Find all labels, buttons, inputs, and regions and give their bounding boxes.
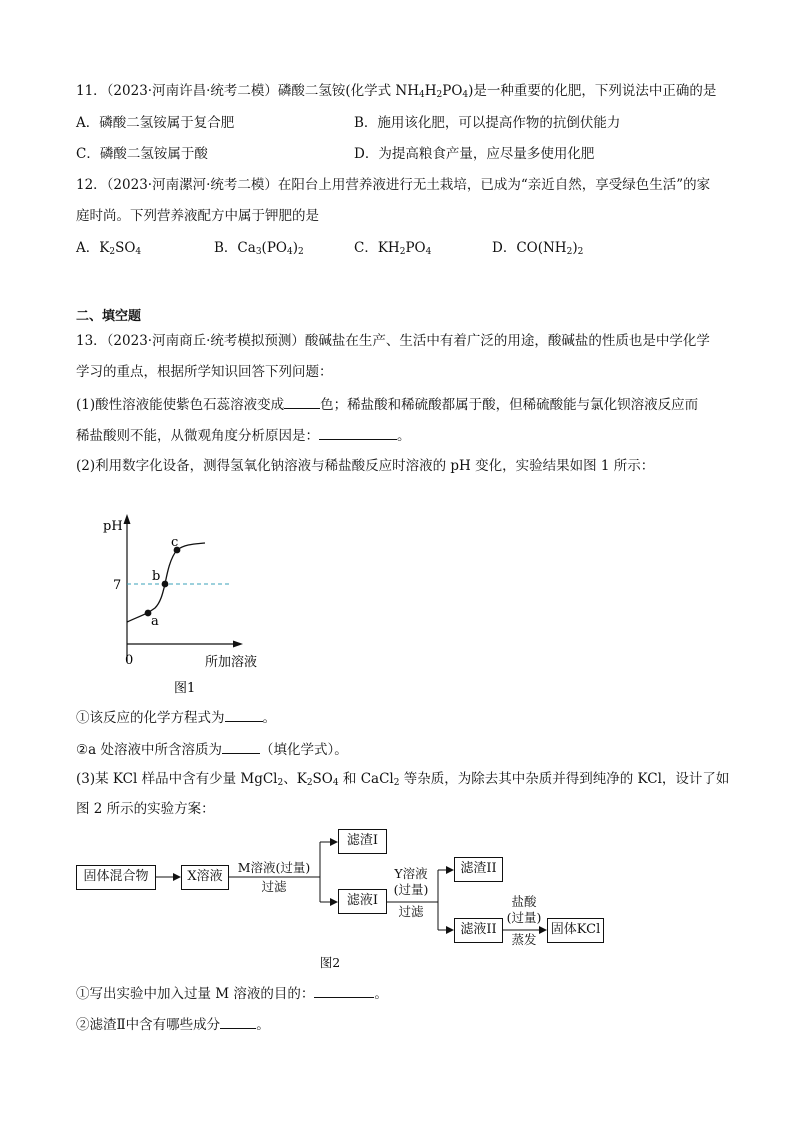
figure1-caption: 图1 — [174, 681, 196, 696]
figure1-label-b: b — [152, 569, 161, 584]
figure2-box-residue2: 滤渣II — [454, 857, 503, 882]
q13-part3-q1: ①写出实验中加入过量 M 溶液的目的： 。 — [76, 983, 388, 1003]
q13-stem-line1: 13．（2023·河南商丘·统考模拟预测）酸碱盐在生产、生活中有着广泛的用途，酸碱盐的性质也是中学化学 — [76, 333, 710, 349]
figure2-label-m-solution: M溶液(过量) — [237, 860, 311, 875]
figure1-point-b — [162, 581, 169, 588]
figure2-label-excess3: (过量) — [506, 910, 542, 925]
figure2-label-y-solution: Y溶液 — [394, 866, 428, 881]
figure2-label-excess2: (过量) — [393, 882, 429, 897]
q13-stem-line2: 学习的重点，根据所学知识回答下列问题： — [76, 364, 333, 380]
figure2-label-filter1: 过滤 — [261, 879, 287, 894]
figure2-box-residue1: 滤渣I — [338, 829, 387, 854]
q13-part3-line1: (3)某 KCl 样品中含有少量 MgCl$_2$、$K_2SO_4$ 和 CaCl$_2$ 等杂质，为除去其中杂质并得到纯净的 KCl，设计了如 — [76, 771, 730, 788]
q13-part2-q1: ①该反应的化学方程式为 。 — [76, 707, 276, 727]
figure2-box-filtrate2: 滤液II — [454, 918, 503, 943]
answer-blank[interactable] — [222, 739, 260, 754]
q11-option-b: B．施用该化肥，可以提高作物的抗倒伏能力 — [354, 115, 621, 131]
q13-part1-line1: (1)酸性溶液能使紫色石蕊溶液变成 色；稀盐酸和稀硫酸都属于酸，但稀硫酸能与氯化钡溶液反应而 — [76, 394, 698, 414]
q13-part2-line: (2)利用数字化设备，测得氢氧化钠溶液与稀盐酸反应时溶液的 pH 变化，实验结果如图 1 所示： — [76, 458, 655, 474]
q12-option-d: D．$CO(NH_2)_2$ — [492, 240, 584, 257]
figure2-box-solid-mixture: 固体混合物 — [76, 865, 156, 890]
q13-part3-q2: ②滤渣Ⅱ中含有哪些成分 。 — [76, 1014, 270, 1034]
figure2-box-filtrate1: 滤液I — [338, 889, 387, 914]
figure1-x-arrow — [233, 641, 243, 648]
figure2-box-x-solution: X溶液 — [181, 865, 229, 890]
figure1-ylabel: pH — [103, 519, 123, 534]
figure1-label-c: c — [171, 535, 179, 550]
figure2-caption: 图2 — [319, 955, 341, 970]
figure2-label-filter2: 过滤 — [398, 904, 424, 919]
q12-option-c: C．$KH_2PO_4$ — [354, 240, 432, 257]
figure1-y-arrow — [124, 514, 131, 524]
answer-blank[interactable] — [225, 707, 263, 722]
q13-part3-line2: 图 2 所示的实验方案： — [76, 801, 215, 817]
answer-blank[interactable] — [220, 1014, 256, 1029]
figure2-label-hcl: 盐酸 — [511, 894, 537, 909]
figure1-origin: 0 — [125, 653, 134, 668]
figure1-tick-7: 7 — [113, 578, 122, 593]
q12-option-b: B．$Ca_3(PO_4)_2$ — [214, 240, 304, 257]
q12-stem-line2: 庭时尚。下列营养液配方中属于钾肥的是 — [76, 208, 319, 224]
figure1-xlabel: 所加溶液 — [205, 655, 258, 670]
q12-stem-line1: 12．（2023·河南漯河·统考二模）在阳台上用营养液进行无土栽培，已成为“亲近自然，享受绿色生活”的家 — [76, 177, 711, 193]
answer-blank[interactable] — [284, 394, 320, 409]
q11-option-c: C．磷酸二氢铵属于酸 — [76, 146, 208, 162]
figure1-label-a: a — [151, 614, 159, 629]
q13-part2-q2: ②a 处溶液中所含溶质为 （填化学式）。 — [76, 739, 348, 759]
q12-option-a: A．$K_2SO_4$ — [76, 240, 142, 257]
figure2-label-evaporate: 蒸发 — [511, 932, 537, 947]
q11-option-a: A．磷酸二氢铵属于复合肥 — [76, 115, 235, 131]
answer-blank[interactable] — [319, 425, 397, 440]
figure1-ph-curve — [95, 510, 285, 700]
q11-option-d: D．为提高粮食产量，应尽量多使用化肥 — [354, 146, 595, 162]
figure2-box-solid-kcl: 固体KCl — [547, 918, 604, 943]
q11-stem: 11．（2023·河南许昌·统考二模）磷酸二氢铵(化学式 $NH_4H_2PO_4$)是一种重要的化肥，下列说法中正确的是 — [76, 83, 717, 100]
q13-part1-line2: 稀盐酸则不能，从微观角度分析原因是： 。 — [76, 425, 411, 445]
section-heading: 二、填空题 — [76, 309, 142, 324]
answer-blank[interactable] — [314, 983, 374, 998]
